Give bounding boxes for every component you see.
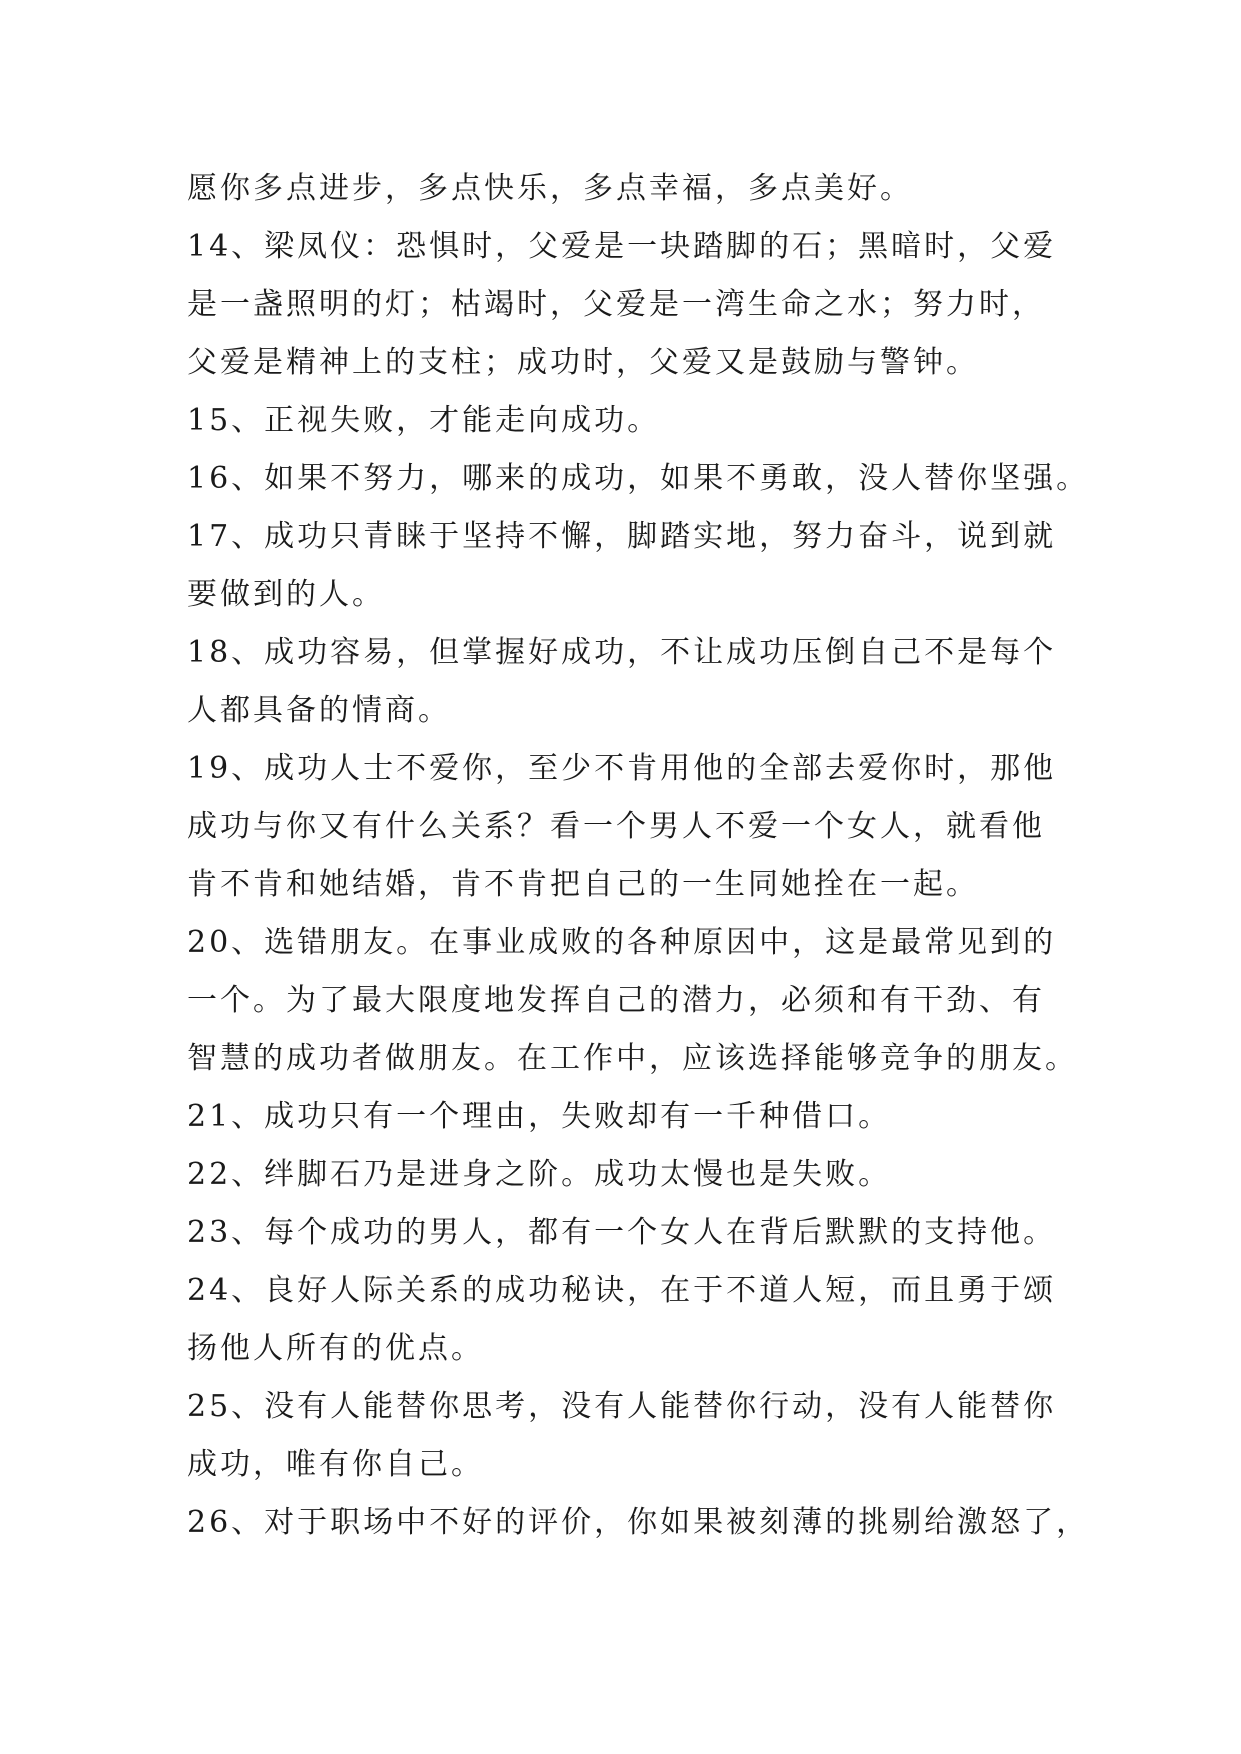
text-line: 16、如果不努力，哪来的成功，如果不勇敢，没人替你坚强。 <box>187 461 1090 496</box>
document-body <box>187 160 1090 1552</box>
text-line: 19、成功人士不爱你，至少不肯用他的全部去爱你时，那他 <box>187 751 1057 786</box>
text-line: 是一盏照明的灯；枯竭时，父爱是一湾生命之水；努力时， <box>187 287 1045 322</box>
text-line: 25、没有人能替你思考，没有人能替你行动，没有人能替你 <box>187 1389 1057 1424</box>
text-line: 15、正视失败，才能走向成功。 <box>187 403 661 438</box>
text-line: 人都具备的情商。 <box>187 693 451 728</box>
text-line: 17、成功只青睐于坚持不懈，脚踏实地，努力奋斗，说到就 <box>187 519 1057 554</box>
text-line: 智慧的成功者做朋友。在工作中，应该选择能够竞争的朋友。 <box>187 1041 1078 1076</box>
text-line: 扬他人所有的优点。 <box>187 1331 484 1366</box>
text-line: 要做到的人。 <box>187 577 385 612</box>
text-line: 18、成功容易，但掌握好成功，不让成功压倒自己不是每个 <box>187 635 1057 670</box>
text-line: 21、成功只有一个理由，失败却有一千种借口。 <box>187 1099 892 1134</box>
text-line: 一个。为了最大限度地发挥自己的潜力，必须和有干劲、有 <box>187 983 1045 1018</box>
text-line: 14、梁凤仪：恐惧时，父爱是一块踏脚的石；黑暗时，父爱 <box>187 229 1057 264</box>
text-line: 22、绊脚石乃是进身之阶。成功太慢也是失败。 <box>187 1157 892 1192</box>
text-line: 父爱是精神上的支柱；成功时，父爱又是鼓励与警钟。 <box>187 345 979 380</box>
text-line: 23、每个成功的男人，都有一个女人在背后默默的支持他。 <box>187 1215 1057 1250</box>
text-line: 成功与你又有什么关系？看一个男人不爱一个女人，就看他 <box>187 809 1045 844</box>
text-line: 26、对于职场中不好的评价，你如果被刻薄的挑剔给激怒了， <box>187 1505 1090 1540</box>
text-line: 24、良好人际关系的成功秘诀，在于不道人短，而且勇于颂 <box>187 1273 1057 1308</box>
text-line: 愿你多点进步，多点快乐，多点幸福，多点美好。 <box>187 171 913 206</box>
text-line: 成功，唯有你自己。 <box>187 1447 484 1482</box>
text-line: 肯不肯和她结婚，肯不肯把自己的一生同她拴在一起。 <box>187 867 979 902</box>
text-line: 20、选错朋友。在事业成败的各种原因中，这是最常见到的 <box>187 925 1057 960</box>
